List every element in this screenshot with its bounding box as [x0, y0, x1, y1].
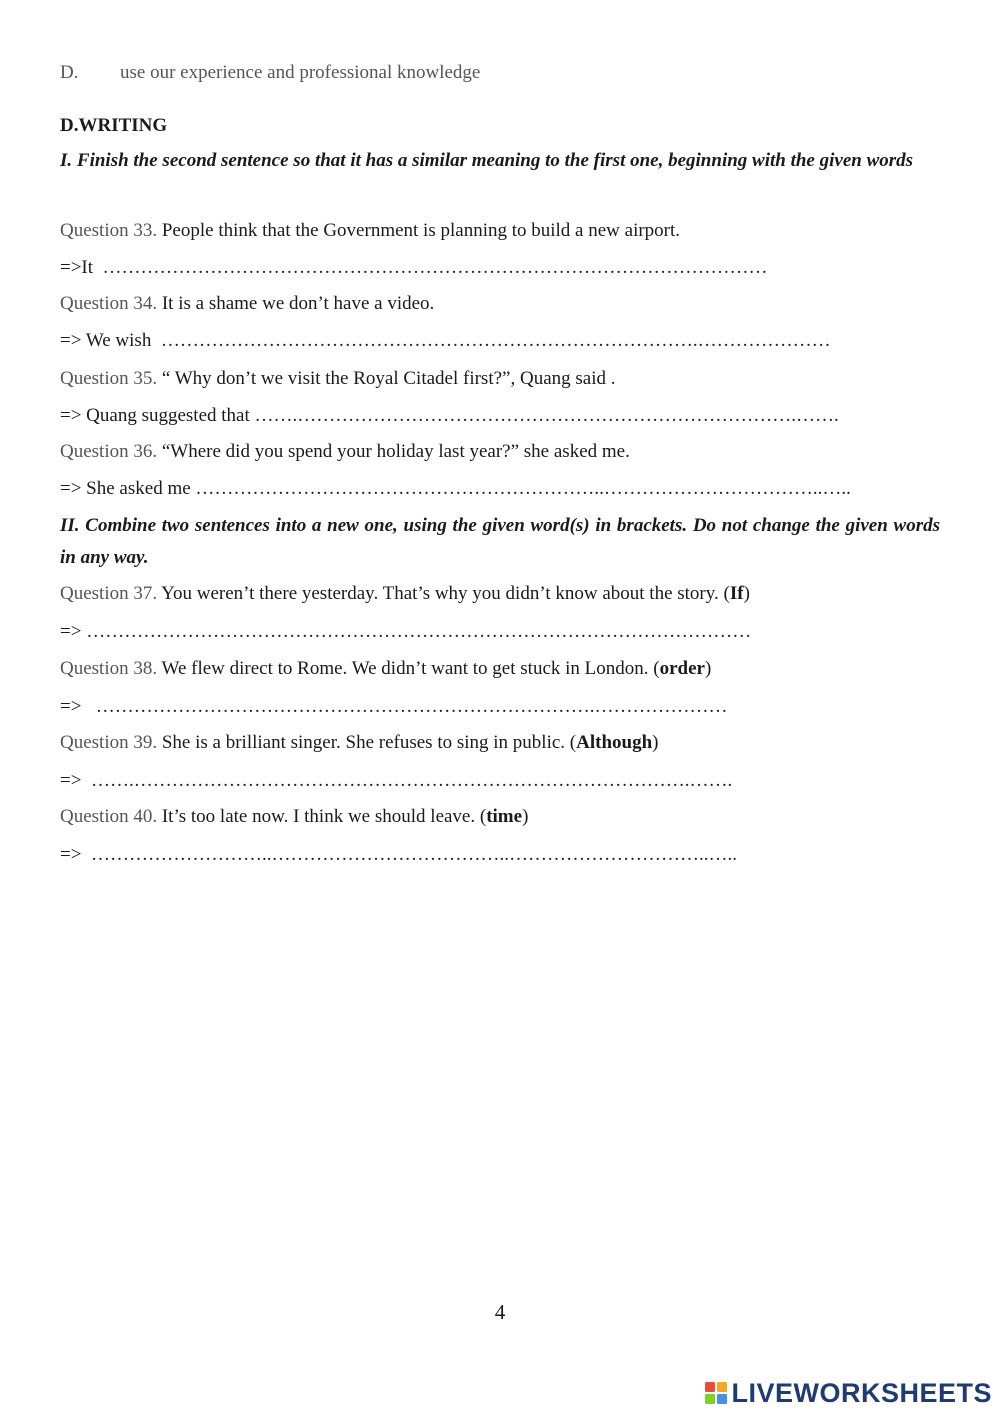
answer-prefix: =>It	[60, 257, 94, 278]
answer-blank[interactable]: ……………………………………………………………………………………………	[86, 621, 752, 642]
answer-prefix: =>	[60, 844, 82, 865]
question-text: You weren’t there yesterday. That’s why you didn’t know about the story. (	[161, 583, 730, 604]
answer-prefix: => We wish	[60, 330, 152, 351]
question-text: People think that the Government is planning to build a new airport.	[161, 220, 681, 241]
keyword-close: )	[652, 732, 659, 753]
question-label: Question 36.	[60, 441, 158, 462]
question-text: “ Why don’t we visit the Royal Citadel first?”, Quang said .	[161, 368, 616, 389]
question-37	[60, 582, 750, 606]
given-keyword: time	[486, 806, 523, 827]
question-40	[60, 805, 528, 829]
option-letter: D.	[60, 62, 79, 83]
question-text: It is a shame we don’t have a video.	[161, 293, 435, 314]
answer-blank[interactable]: ………………………………………………………………………….…………………	[160, 330, 831, 351]
keyword-close: )	[522, 806, 529, 827]
option-text: use our experience and professional knowledge	[120, 62, 481, 83]
question-label: Question 38.	[60, 658, 158, 679]
answer-line-40[interactable]	[60, 843, 737, 867]
answer-line-38[interactable]	[60, 695, 727, 719]
part2-instruction: II. Combine two sentences into a new one, using the given word(s) in brackets. Do not change the given words in any way.	[60, 515, 940, 568]
liveworksheets-grid-icon	[705, 1382, 727, 1404]
question-label: Question 34.	[60, 293, 158, 314]
given-keyword: If	[729, 583, 744, 604]
answer-blank[interactable]: ………………………………………………………..……………………………..…..	[195, 478, 851, 499]
question-34	[60, 292, 434, 316]
keyword-close: )	[704, 658, 712, 679]
answer-line-34[interactable]	[60, 329, 831, 353]
part1-instruction: I. Finish the second sentence so that it has a similar meaning to the first one, beginning with the given words	[60, 150, 914, 171]
answer-prefix: =>	[60, 770, 82, 791]
answer-line-39[interactable]	[60, 769, 732, 793]
keyword-close: )	[743, 583, 750, 604]
question-text: “Where did you spend your holiday last year?” she asked me.	[161, 441, 630, 462]
answer-prefix: =>	[60, 696, 82, 717]
section-title: D.WRITING	[60, 115, 168, 136]
question-38	[60, 657, 711, 681]
question-label: Question 33.	[60, 220, 158, 241]
answer-blank[interactable]: …….…………………………………………………………………….…….	[254, 405, 839, 426]
option-d	[60, 61, 480, 85]
question-label: Question 39.	[60, 732, 158, 753]
answer-line-36[interactable]	[60, 477, 851, 501]
given-keyword: Although	[576, 732, 653, 753]
answer-line-37[interactable]	[60, 620, 751, 644]
question-label: Question 35.	[60, 368, 158, 389]
answer-prefix: =>	[60, 621, 82, 642]
page-number: 4	[494, 1300, 506, 1324]
question-label: Question 40.	[60, 806, 158, 827]
question-text: It’s too late now. I think we should leave. (	[161, 806, 487, 827]
answer-line-35[interactable]	[60, 404, 839, 428]
given-keyword: order	[659, 658, 705, 679]
answer-prefix: => She asked me	[60, 478, 191, 499]
answer-blank[interactable]: …….…………………………………………………………………………….…….	[90, 770, 733, 791]
answer-prefix: => Quang suggested that	[60, 405, 250, 426]
question-text: We flew direct to Rome. We didn’t want to get stuck in London. (	[161, 658, 660, 679]
question-36	[60, 440, 630, 464]
question-label: Question 37.	[60, 583, 158, 604]
question-text: She is a brilliant singer. She refuses to sing in public. (	[161, 732, 577, 753]
answer-blank[interactable]: …………………………………………………………………….…………………	[95, 696, 728, 717]
answer-blank[interactable]: ……………………………………………………………………………………………	[102, 257, 768, 278]
question-33	[60, 219, 680, 243]
question-39	[60, 731, 658, 755]
answer-line-33[interactable]	[60, 256, 768, 280]
watermark-text: LIVEWORKSHEETS	[731, 1377, 992, 1408]
answer-blank[interactable]: ………………………..………………………………..…………………………..…..	[90, 844, 737, 865]
liveworksheets-logo[interactable]	[705, 1378, 992, 1408]
question-35	[60, 367, 615, 391]
